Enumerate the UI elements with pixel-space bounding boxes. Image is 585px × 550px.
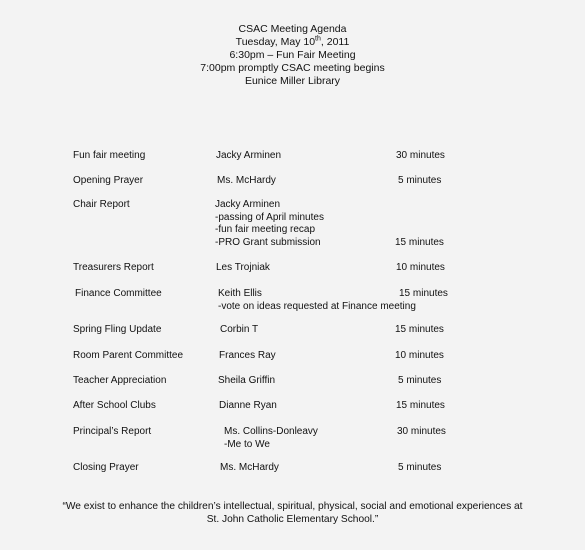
- agenda-presenter: [216, 150, 281, 163]
- agenda-subitem: -PRO Grant submission: [215, 236, 321, 248]
- agenda-duration: 10 minutes: [395, 350, 444, 361]
- fun-fair-time: 6:30pm – Fun Fair Meeting: [229, 49, 356, 61]
- agenda-duration: 15 minutes: [396, 400, 445, 411]
- agenda-item-name: Treasurers Report: [73, 262, 154, 273]
- presenter-name: Jacky Arminen: [216, 150, 282, 161]
- agenda-duration: 15 minutes: [395, 324, 444, 335]
- agenda-duration: 15 minutes: [395, 236, 444, 248]
- agenda-presenter: [220, 324, 258, 337]
- agenda-subitem: -fun fair meeting recap: [215, 224, 316, 235]
- agenda-presenter: [219, 350, 276, 363]
- meeting-date-year: , 2011: [320, 36, 350, 48]
- agenda-duration: 5 minutes: [398, 175, 442, 186]
- agenda-presenter: [219, 400, 277, 413]
- presenter-name: Jacky Arminen: [215, 199, 281, 210]
- presenter-name: Ms. McHardy: [217, 175, 276, 186]
- agenda-subitem: -Me to We: [224, 438, 270, 450]
- agenda-duration: 5 minutes: [398, 462, 442, 473]
- agenda-duration: 30 minutes: [397, 426, 446, 437]
- presenter-name: Ms. McHardy: [220, 462, 279, 473]
- meeting-date: [0, 36, 585, 49]
- meeting-date-suffix: th: [315, 35, 321, 43]
- agenda-item-name: Closing Prayer: [73, 462, 139, 473]
- agenda-subitem: -vote on ideas requested at Finance meeting: [218, 300, 416, 312]
- presenter-name: Frances Ray: [219, 350, 276, 361]
- agenda-duration: 5 minutes: [398, 375, 442, 386]
- agenda-item-name: Finance Committee: [75, 288, 162, 299]
- agenda-presenter: [217, 175, 276, 188]
- agenda-presenter: [224, 426, 318, 451]
- agenda-item-name: Principal’s Report: [73, 426, 152, 437]
- agenda-header: [0, 23, 585, 88]
- agenda-item-name: After School Clubs: [73, 400, 156, 411]
- presenter-name: Sheila Griffin: [218, 375, 276, 386]
- agenda-title: CSAC Meeting Agenda: [238, 23, 347, 35]
- presenter-name: Dianne Ryan: [219, 400, 277, 411]
- agenda-item-name: Spring Fling Update: [73, 324, 162, 335]
- presenter-name: Corbin T: [220, 324, 259, 335]
- agenda-presenter: [218, 375, 275, 388]
- agenda-duration: 30 minutes: [396, 150, 445, 161]
- meeting-date-prefix: Tuesday, May 10: [235, 36, 316, 48]
- agenda-duration: 10 minutes: [396, 262, 445, 273]
- presenter-name: Ms. Collins-Donleavy: [224, 426, 318, 437]
- agenda-item-name: Opening Prayer: [73, 175, 144, 186]
- quote-line-1: “We exist to enhance the children’s intellectual, spiritual, physical, social and emotional experiences at: [62, 501, 523, 512]
- presenter-name: Keith Ellis: [218, 288, 262, 299]
- agenda-subitem: -passing of April minutes: [215, 211, 324, 223]
- agenda-presenter: [218, 288, 416, 313]
- meeting-location: Eunice Miller Library: [244, 75, 341, 87]
- presenter-name: Les Trojniak: [216, 262, 270, 273]
- agenda-item-name: Teacher Appreciation: [73, 375, 167, 386]
- agenda-item-name: Chair Report: [73, 199, 130, 210]
- mission-quote: [0, 500, 585, 526]
- agenda-presenter: [215, 199, 324, 249]
- agenda-item-name: Room Parent Committee: [73, 350, 184, 361]
- agenda-item-name: Fun fair meeting: [73, 150, 146, 161]
- meeting-start-time: 7:00pm promptly CSAC meeting begins: [200, 62, 385, 74]
- agenda-duration: 15 minutes: [399, 288, 448, 299]
- agenda-presenter: [220, 462, 279, 475]
- agenda-presenter: [216, 262, 270, 275]
- quote-line-2: St. John Catholic Elementary School.”: [206, 514, 379, 525]
